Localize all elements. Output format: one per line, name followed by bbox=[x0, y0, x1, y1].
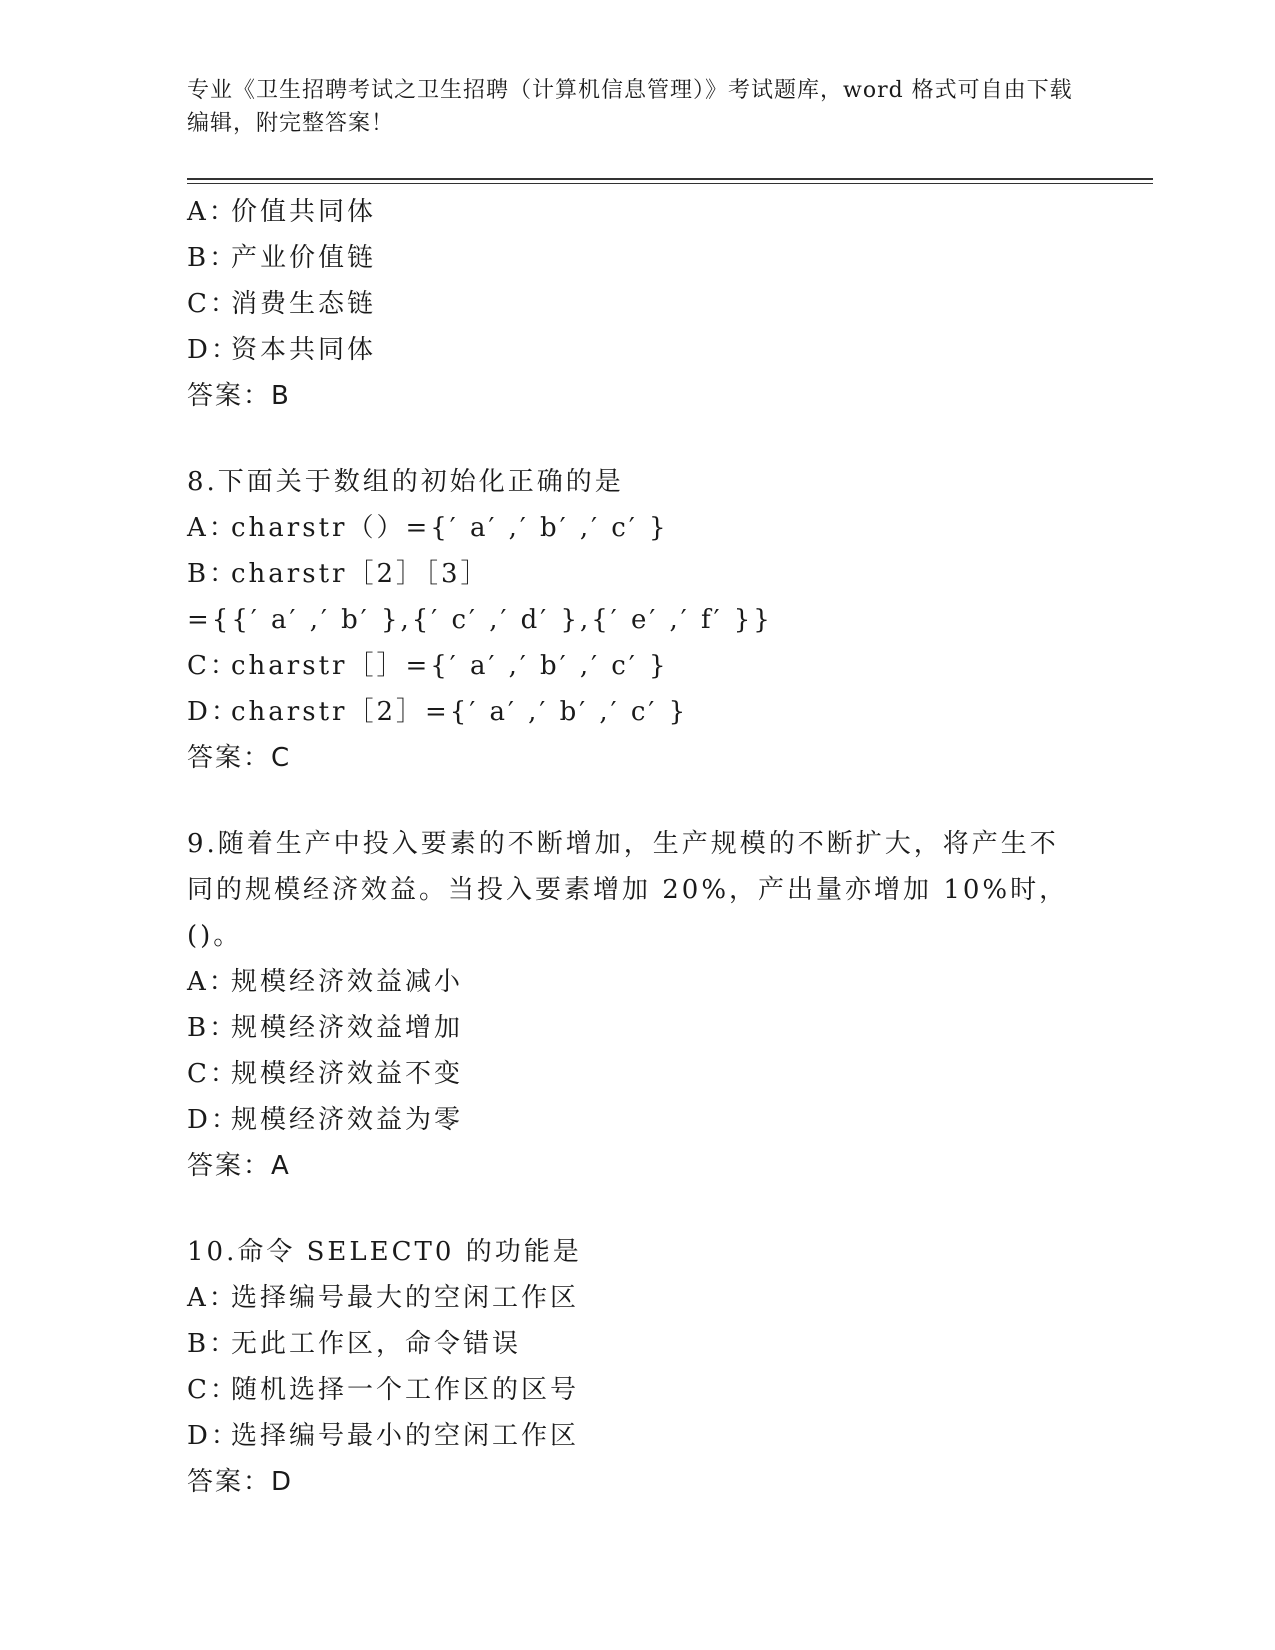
q7-option-a-text: 价值共同体 bbox=[231, 197, 377, 227]
q9-option-c bbox=[187, 1051, 1087, 1097]
q10-option-d-text: 选择编号最小的空闲工作区 bbox=[231, 1421, 580, 1451]
q7-option-d-label: D： bbox=[187, 335, 240, 365]
q9-option-d-text: 规模经济效益为零 bbox=[231, 1105, 464, 1135]
q10-answer: 答案：D bbox=[187, 1467, 294, 1497]
q9-option-a-text: 规模经济效益减小 bbox=[231, 967, 464, 997]
q10-option-c-text: 随机选择一个工作区的区号 bbox=[231, 1375, 580, 1405]
q10-option-d bbox=[187, 1413, 1087, 1459]
q7-option-b bbox=[187, 235, 1087, 281]
q7-option-b-label: B： bbox=[187, 243, 239, 273]
q7-option-a-label: A： bbox=[187, 197, 238, 227]
q9-option-d bbox=[187, 1097, 1087, 1143]
q8-option-c bbox=[187, 643, 1087, 689]
question-content bbox=[187, 189, 1087, 1505]
q9-option-c-label: C： bbox=[187, 1059, 239, 1089]
q8-option-b-label: B： bbox=[187, 559, 239, 589]
q10-option-b-text: 无此工作区，命令错误 bbox=[231, 1329, 522, 1359]
q7-option-b-text: 产业价值链 bbox=[231, 243, 377, 273]
q9-option-a-label: A： bbox=[187, 967, 238, 997]
document-header: 专业《卫生招聘考试之卫生招聘（计算机信息管理）》考试题库，word 格式可自由下载编辑，附完整答案！ bbox=[187, 78, 1073, 136]
q10-option-c-label: C： bbox=[187, 1375, 239, 1405]
q9-option-b-text: 规模经济效益增加 bbox=[231, 1013, 464, 1043]
q10-option-d-label: D： bbox=[187, 1421, 240, 1451]
q8-option-c-text: charstr［］={′ a′ ,′ b′ ,′ c′ } bbox=[231, 651, 669, 681]
q10-option-b-label: B： bbox=[187, 1329, 239, 1359]
q10-option-a bbox=[187, 1275, 1087, 1321]
q8-question: 8.下面关于数组的初始化正确的是 bbox=[187, 467, 624, 497]
q10-option-a-text: 选择编号最大的空闲工作区 bbox=[231, 1283, 580, 1313]
q9-option-b-label: B： bbox=[187, 1013, 239, 1043]
q7-option-c bbox=[187, 281, 1087, 327]
q7-option-c-label: C： bbox=[187, 289, 239, 319]
q7-answer: 答案：B bbox=[187, 381, 291, 411]
q9-option-c-text: 规模经济效益不变 bbox=[231, 1059, 464, 1089]
q9-option-a bbox=[187, 959, 1087, 1005]
q7-option-c-text: 消费生态链 bbox=[231, 289, 377, 319]
q10-option-c bbox=[187, 1367, 1087, 1413]
q9-answer: 答案：A bbox=[187, 1151, 291, 1181]
q8-option-c-label: C： bbox=[187, 651, 239, 681]
q8-option-a-label: A： bbox=[187, 513, 238, 543]
header-divider-thin bbox=[187, 183, 1153, 184]
header-divider-thick bbox=[187, 178, 1153, 180]
q8-option-b bbox=[187, 551, 1087, 597]
q8-option-d bbox=[187, 689, 1087, 735]
q8-option-b-text: charstr［2］［3］ bbox=[231, 559, 490, 589]
q8-option-b-continued-text: ={{′ a′ ,′ b′ },{′ c′ ,′ d′ },{′ e′ ,′ f′ }} bbox=[187, 605, 773, 635]
q8-option-a-text: charstr（）={′ a′ ,′ b′ ,′ c′ } bbox=[231, 513, 669, 543]
q8-option-d-label: D： bbox=[187, 697, 240, 727]
q8-option-b-continued bbox=[187, 597, 1087, 643]
q10-option-b bbox=[187, 1321, 1087, 1367]
q10-question: 10.命令 SELECT0 的功能是 bbox=[187, 1237, 582, 1267]
question-10-block bbox=[187, 1229, 1087, 1505]
q9-option-d-label: D： bbox=[187, 1105, 240, 1135]
q7-option-d bbox=[187, 327, 1087, 373]
q8-option-d-text: charstr［2］={′ a′ ,′ b′ ,′ c′ } bbox=[231, 697, 689, 727]
q9-option-b bbox=[187, 1005, 1087, 1051]
q8-option-a bbox=[187, 505, 1087, 551]
q7-option-d-text: 资本共同体 bbox=[231, 335, 377, 365]
question-8-block bbox=[187, 459, 1087, 781]
q9-question: 9.随着生产中投入要素的不断增加，生产规模的不断扩大，将产生不同的规模经济效益。当投入要素增加 20%，产出量亦增加 10%时，()。 bbox=[187, 829, 1069, 951]
question-7-block bbox=[187, 189, 1087, 419]
q10-option-a-label: A： bbox=[187, 1283, 238, 1313]
question-9-block bbox=[187, 821, 1087, 1189]
q7-option-a bbox=[187, 189, 1087, 235]
q8-answer: 答案：C bbox=[187, 743, 292, 773]
